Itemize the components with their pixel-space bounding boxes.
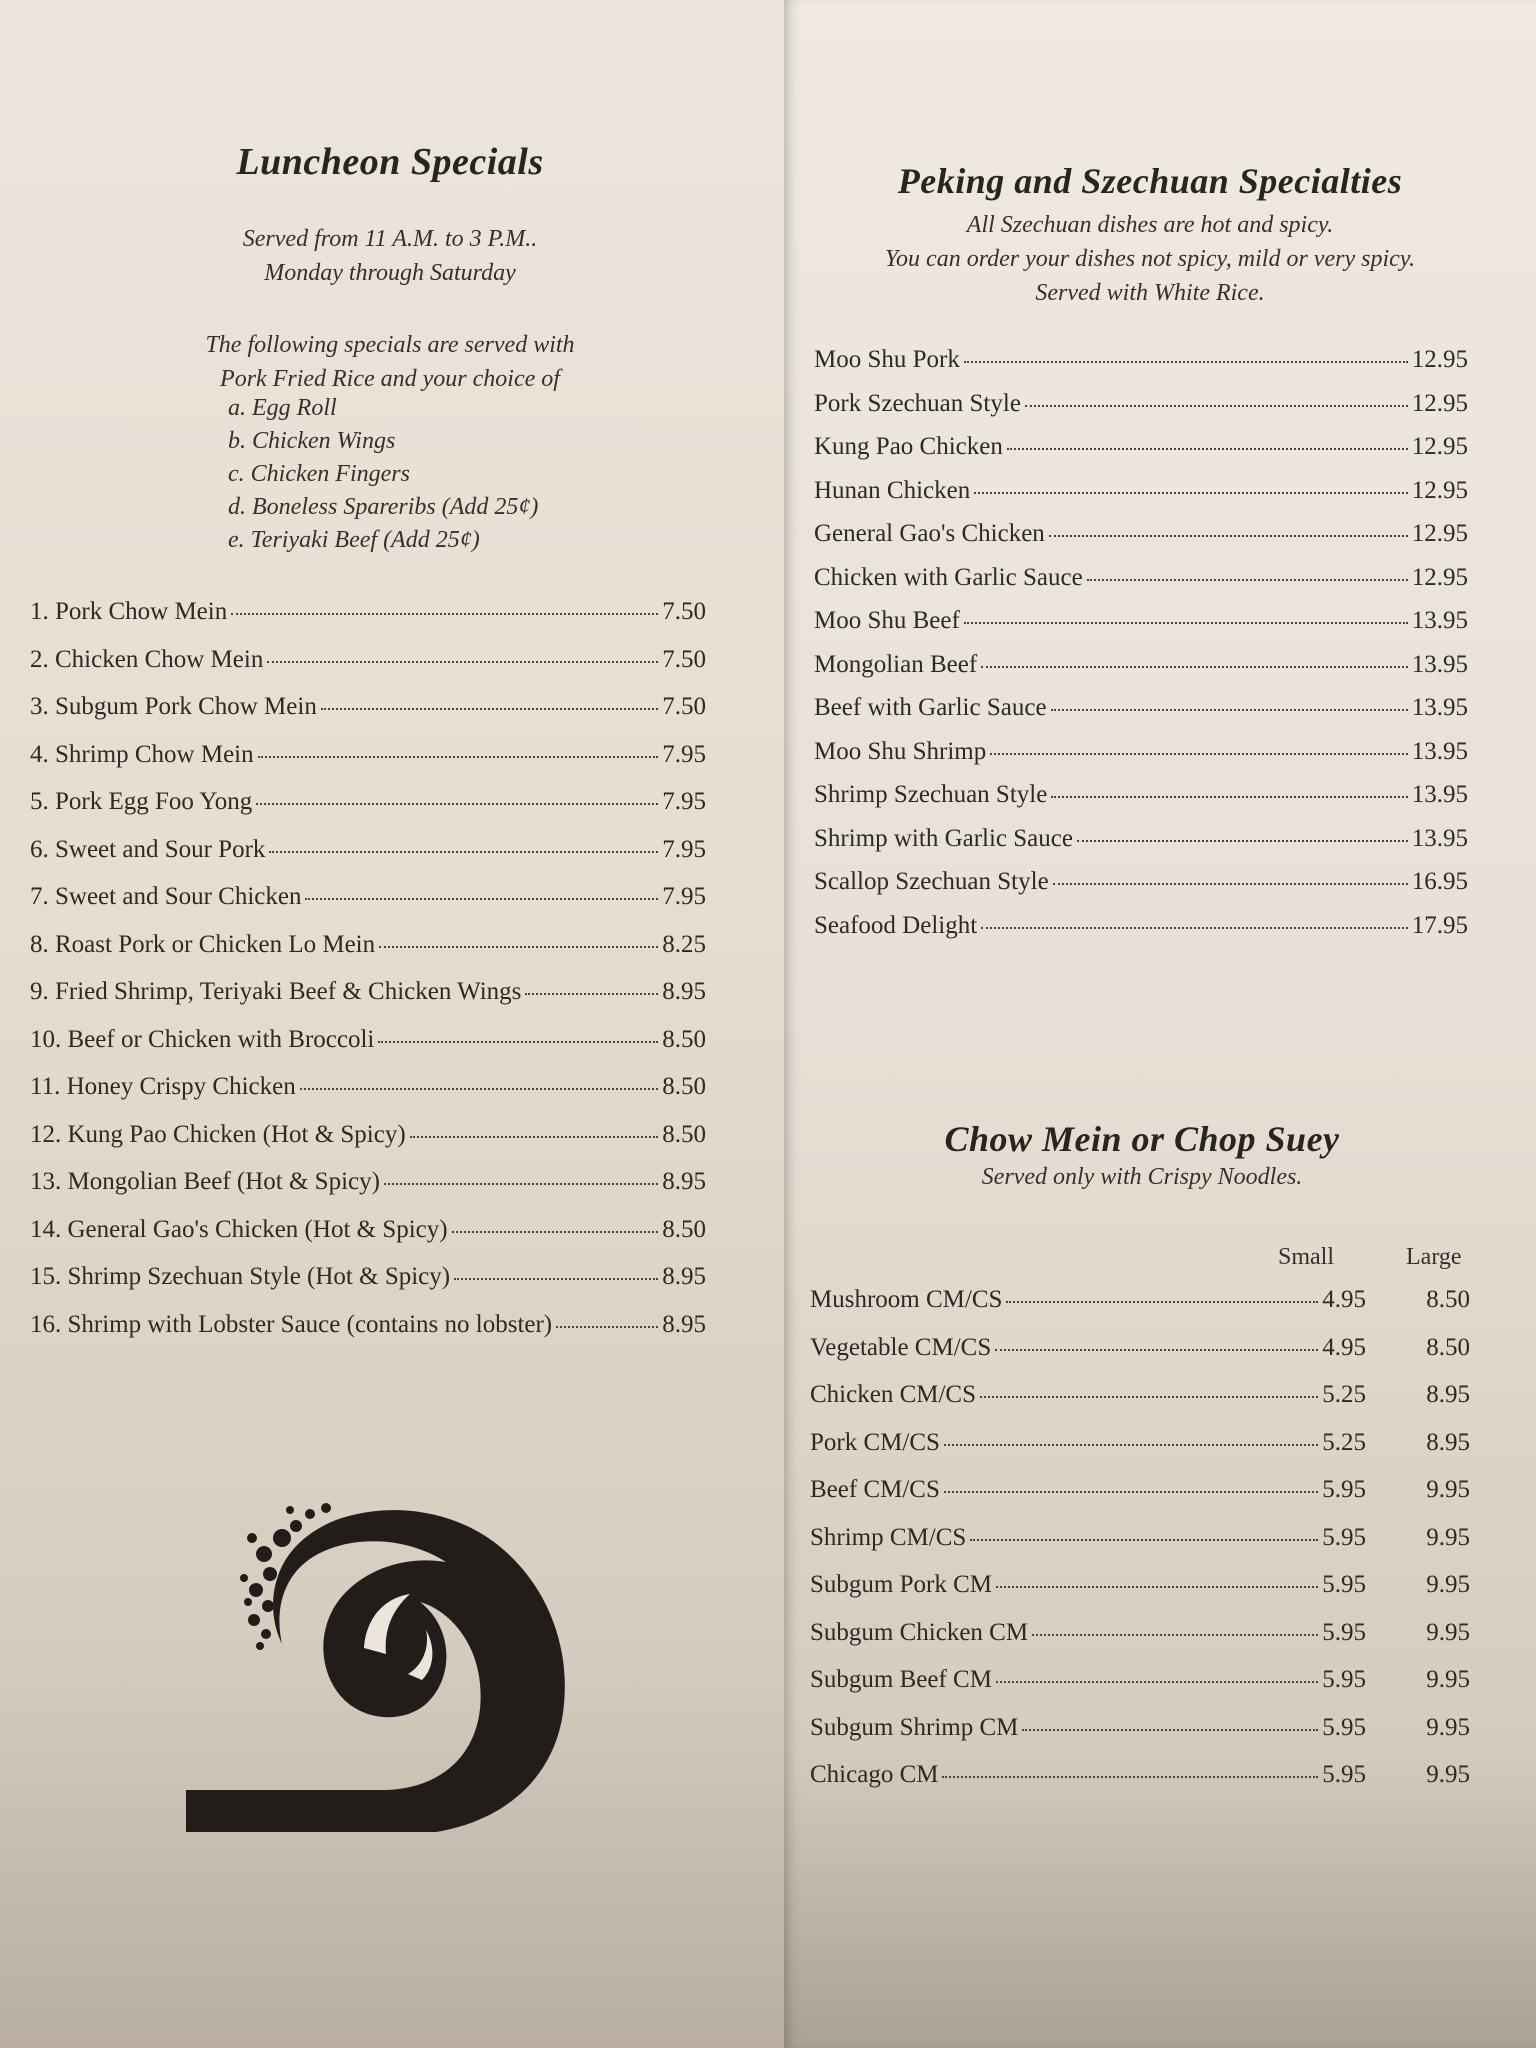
menu-item-name: Shrimp with Garlic Sauce [814, 824, 1073, 852]
menu-item-name: 16. Shrimp with Lobster Sauce (contains no lobster) [30, 1310, 553, 1338]
menu-item-price: 8.95 [662, 1168, 706, 1195]
dot-leader [1051, 796, 1407, 798]
menu-item-name: Pork CM/CS [810, 1428, 940, 1456]
menu-item-name: Mongolian Beef [814, 650, 978, 678]
menu-item-price: 13.95 [1411, 650, 1468, 678]
menu-item-price: 7.95 [662, 788, 706, 815]
menu-item-price: 12.95 [1411, 563, 1468, 591]
dot-leader [1025, 405, 1408, 407]
menu-item-price: 8.95 [662, 1263, 706, 1290]
dot-leader [944, 1444, 1318, 1446]
dot-leader [321, 708, 658, 710]
menu-item-name: 1. Pork Chow Mein [30, 598, 228, 625]
menu-item-name: Chicken with Garlic Sauce [814, 563, 1083, 591]
large-column-header: Large [1406, 1244, 1462, 1270]
menu-item [30, 598, 706, 646]
menu-item [30, 931, 706, 979]
menu-item-price: 7.50 [662, 598, 706, 625]
dot-leader [258, 756, 659, 758]
menu-item-name: Vegetable CM/CS [810, 1333, 992, 1361]
menu-item-price: 7.95 [662, 883, 706, 910]
dot-leader [379, 946, 658, 948]
dot-leader [384, 1183, 658, 1185]
menu-item-name: 2. Chicken Chow Mein [30, 645, 264, 673]
menu-item-name: 13. Mongolian Beef (Hot & Spicy) [30, 1168, 380, 1195]
menu-item-name: Chicago CM [810, 1761, 939, 1788]
menu-item-price: 12.95 [1411, 389, 1468, 417]
menu-item-name: 11. Honey Crispy Chicken [30, 1073, 296, 1100]
dot-leader [1049, 535, 1408, 537]
menu-item-price: 13.95 [1411, 781, 1468, 808]
menu-item-price: 8.95 [662, 978, 706, 1005]
menu-item [814, 694, 1468, 738]
menu-item-small-price: 5.95 [1322, 1571, 1366, 1598]
menu-item-name: 14. General Gao's Chicken (Hot & Spicy) [30, 1215, 448, 1243]
menu-item [30, 1073, 706, 1121]
szechuan-menu-list [814, 346, 1468, 955]
menu-item-small-price: 4.95 [1322, 1333, 1366, 1361]
chow-mein-menu-list [810, 1286, 1470, 1809]
menu-item-large-price: 9.95 [1426, 1523, 1470, 1551]
menu-item-price: 17.95 [1411, 911, 1468, 939]
menu-item-name: Mushroom CM/CS [810, 1286, 1003, 1313]
menu-item [810, 1524, 1470, 1572]
menu-item [30, 741, 706, 789]
menu-item [814, 825, 1468, 869]
menu-item-small-price: 5.25 [1322, 1381, 1366, 1408]
menu-item [810, 1334, 1470, 1382]
menu-item-name: Shrimp CM/CS [810, 1523, 967, 1551]
menu-item [814, 651, 1468, 695]
menu-item-small-price: 4.95 [1322, 1286, 1366, 1313]
menu-item-small-price: 5.95 [1322, 1761, 1366, 1788]
menu-item-name: 6. Sweet and Sour Pork [30, 835, 266, 863]
menu-item-price: 8.50 [662, 1120, 706, 1148]
luncheon-choice: b. Chicken Wings [228, 428, 396, 454]
menu-item [810, 1381, 1470, 1429]
menu-item [30, 1168, 706, 1216]
menu-item-price: 13.95 [1411, 824, 1468, 852]
menu-item-price: 7.50 [662, 645, 706, 673]
menu-item-large-price: 9.95 [1426, 1618, 1470, 1646]
menu-item-name: Moo Shu Beef [814, 607, 960, 634]
chow-mein-subtitle: Served only with Crispy Noodles. [981, 1164, 1303, 1190]
menu-item-name: Beef CM/CS [810, 1476, 940, 1503]
menu-item-name: Shrimp Szechuan Style [814, 781, 1048, 808]
menu-item-large-price: 8.95 [1426, 1428, 1470, 1456]
menu-item-large-price: 9.95 [1426, 1666, 1470, 1693]
menu-item-name: Subgum Shrimp CM [810, 1713, 1019, 1741]
menu-item-large-price: 9.95 [1426, 1761, 1470, 1788]
dot-leader [556, 1326, 658, 1328]
menu-item-name: 12. Kung Pao Chicken (Hot & Spicy) [30, 1120, 406, 1148]
menu-item-small-price: 5.95 [1322, 1713, 1366, 1741]
dot-leader [980, 1396, 1318, 1398]
menu-item [30, 883, 706, 931]
menu-item [810, 1429, 1470, 1477]
dot-leader [267, 661, 658, 663]
menu-item-name: Beef with Garlic Sauce [814, 694, 1047, 721]
menu-item [814, 477, 1468, 521]
dot-leader [410, 1136, 659, 1138]
menu-item-price: 12.95 [1411, 433, 1468, 460]
menu-item-price: 8.50 [662, 1215, 706, 1243]
menu-item-name: Hunan Chicken [814, 476, 971, 504]
menu-item [30, 788, 706, 836]
menu-item [810, 1619, 1470, 1667]
menu-item-small-price: 5.95 [1322, 1523, 1366, 1551]
menu-item-name: 9. Fried Shrimp, Teriyaki Beef & Chicken Wings [30, 978, 522, 1005]
szechuan-note-1: All Szechuan dishes are hot and spicy. [966, 212, 1334, 238]
menu-item [810, 1714, 1470, 1762]
luncheon-choice: d. Boneless Spareribs (Add 25¢) [228, 494, 539, 520]
dot-leader [990, 753, 1407, 755]
menu-item [814, 607, 1468, 651]
dot-leader [1053, 883, 1408, 885]
szechuan-notes [830, 208, 1470, 310]
menu-item-name: Moo Shu Shrimp [814, 737, 987, 765]
menu-item-name: 8. Roast Pork or Chicken Lo Mein [30, 930, 376, 958]
menu-item-price: 8.95 [662, 1310, 706, 1338]
dot-leader [942, 1776, 1318, 1778]
dot-leader [1022, 1729, 1318, 1731]
dot-leader [454, 1278, 658, 1280]
menu-item [814, 564, 1468, 608]
luncheon-intro [90, 328, 690, 396]
menu-item-small-price: 5.25 [1322, 1428, 1366, 1456]
luncheon-title: Luncheon Specials [236, 141, 544, 183]
menu-item [30, 1311, 706, 1359]
menu-item-price: 12.95 [1411, 346, 1468, 373]
menu-item-price: 8.50 [662, 1073, 706, 1100]
szechuan-title: Peking and Szechuan Specialties [897, 161, 1403, 201]
menu-item [814, 390, 1468, 434]
dot-leader [981, 666, 1408, 668]
menu-item [30, 978, 706, 1026]
menu-item-large-price: 9.95 [1426, 1476, 1470, 1503]
dot-leader [1077, 840, 1408, 842]
luncheon-choice: a. Egg Roll [228, 395, 337, 421]
menu-item-price: 13.95 [1411, 737, 1468, 765]
menu-item-small-price: 5.95 [1322, 1666, 1366, 1693]
luncheon-intro-line2: Pork Fried Rice and your choice of [220, 366, 560, 392]
dot-leader [1032, 1634, 1318, 1636]
dot-leader [996, 1681, 1318, 1683]
dot-leader [231, 613, 658, 615]
menu-item-name: Moo Shu Pork [814, 346, 960, 373]
menu-item-price: 8.25 [662, 930, 706, 958]
menu-item-large-price: 8.50 [1426, 1286, 1470, 1313]
menu-item [810, 1476, 1470, 1524]
dot-leader [1007, 448, 1408, 450]
menu-item [814, 433, 1468, 477]
menu-item-price: 13.95 [1411, 607, 1468, 634]
wave-icon [186, 1498, 570, 1834]
menu-item-price: 8.50 [662, 1025, 706, 1053]
menu-item [810, 1286, 1470, 1334]
szechuan-note-3: Served with White Rice. [1035, 280, 1265, 306]
menu-item [814, 520, 1468, 564]
menu-item [30, 1263, 706, 1311]
menu-item [30, 693, 706, 741]
dot-leader [974, 492, 1408, 494]
menu-item-price: 13.95 [1411, 694, 1468, 721]
menu-item [814, 346, 1468, 390]
menu-item [30, 1121, 706, 1169]
menu-item-name: Pork Szechuan Style [814, 389, 1021, 417]
menu-item-large-price: 8.95 [1426, 1381, 1470, 1408]
menu-item [810, 1761, 1470, 1809]
luncheon-choices [228, 392, 538, 557]
luncheon-hours-line1: Served from 11 A.M. to 3 P.M.. [242, 226, 538, 252]
dot-leader [1087, 579, 1408, 581]
menu-item-price: 7.95 [662, 835, 706, 863]
menu-item-small-price: 5.95 [1322, 1476, 1366, 1503]
dot-leader [378, 1041, 658, 1043]
menu-item-price: 7.95 [662, 740, 706, 768]
menu-item [30, 836, 706, 884]
szechuan-note-2: You can order your dishes not spicy, mild or very spicy. [884, 246, 1416, 272]
menu-item-large-price: 9.95 [1426, 1713, 1470, 1741]
dot-leader [1051, 709, 1408, 711]
dot-leader [1006, 1301, 1318, 1303]
luncheon-choice: e. Teriyaki Beef (Add 25¢) [228, 527, 480, 553]
luncheon-menu-list [30, 598, 706, 1358]
menu-item-price: 12.95 [1411, 520, 1468, 547]
menu-item-name: 7. Sweet and Sour Chicken [30, 883, 302, 910]
dot-leader [452, 1231, 659, 1233]
menu-item [814, 738, 1468, 782]
menu-item-name: 10. Beef or Chicken with Broccoli [30, 1025, 375, 1053]
menu-item [814, 781, 1468, 825]
menu-item-name: 15. Shrimp Szechuan Style (Hot & Spicy) [30, 1263, 451, 1290]
small-column-header: Small [1278, 1244, 1335, 1270]
dot-leader [964, 361, 1408, 363]
menu-item-price: 7.50 [662, 693, 706, 720]
dot-leader [256, 803, 658, 805]
menu-item [814, 912, 1468, 956]
dot-leader [964, 622, 1408, 624]
menu-item-name: Kung Pao Chicken [814, 433, 1003, 460]
menu-item-price: 12.95 [1411, 476, 1468, 504]
menu-item-name: 3. Subgum Pork Chow Mein [30, 693, 317, 720]
menu-item-name: Subgum Pork CM [810, 1571, 992, 1598]
dot-leader [981, 927, 1408, 929]
menu-item [810, 1571, 1470, 1619]
menu-item-name: Subgum Beef CM [810, 1666, 992, 1693]
luncheon-hours-line2: Monday through Saturday [264, 260, 516, 286]
luncheon-choice: c. Chicken Fingers [228, 461, 410, 487]
menu-item-price: 16.95 [1411, 868, 1468, 895]
dot-leader [305, 898, 658, 900]
menu-item [30, 1216, 706, 1264]
chow-mein-title: Chow Mein or Chop Suey [944, 1119, 1340, 1159]
menu-item [30, 1026, 706, 1074]
menu-item-name: Seafood Delight [814, 911, 978, 939]
dot-leader [970, 1539, 1318, 1541]
menu-item [30, 646, 706, 694]
dot-leader [525, 993, 658, 995]
menu-item-small-price: 5.95 [1322, 1618, 1366, 1646]
dot-leader [996, 1586, 1318, 1588]
menu-item [814, 868, 1468, 912]
dot-leader [995, 1349, 1318, 1351]
menu-item-name: Scallop Szechuan Style [814, 868, 1049, 895]
menu-item-name: Subgum Chicken CM [810, 1618, 1029, 1646]
menu-item-name: Chicken CM/CS [810, 1381, 976, 1408]
dot-leader [269, 851, 658, 853]
dot-leader [944, 1491, 1318, 1493]
luncheon-intro-line1: The following specials are served with [205, 332, 575, 358]
menu-item-name: 5. Pork Egg Foo Yong [30, 788, 253, 815]
luncheon-hours [90, 222, 690, 290]
menu-item-name: 4. Shrimp Chow Mein [30, 740, 254, 768]
dot-leader [300, 1088, 659, 1090]
menu-item [810, 1666, 1470, 1714]
menu-item-name: General Gao's Chicken [814, 520, 1045, 547]
menu-item-large-price: 8.50 [1426, 1333, 1470, 1361]
menu-item-large-price: 9.95 [1426, 1571, 1470, 1598]
